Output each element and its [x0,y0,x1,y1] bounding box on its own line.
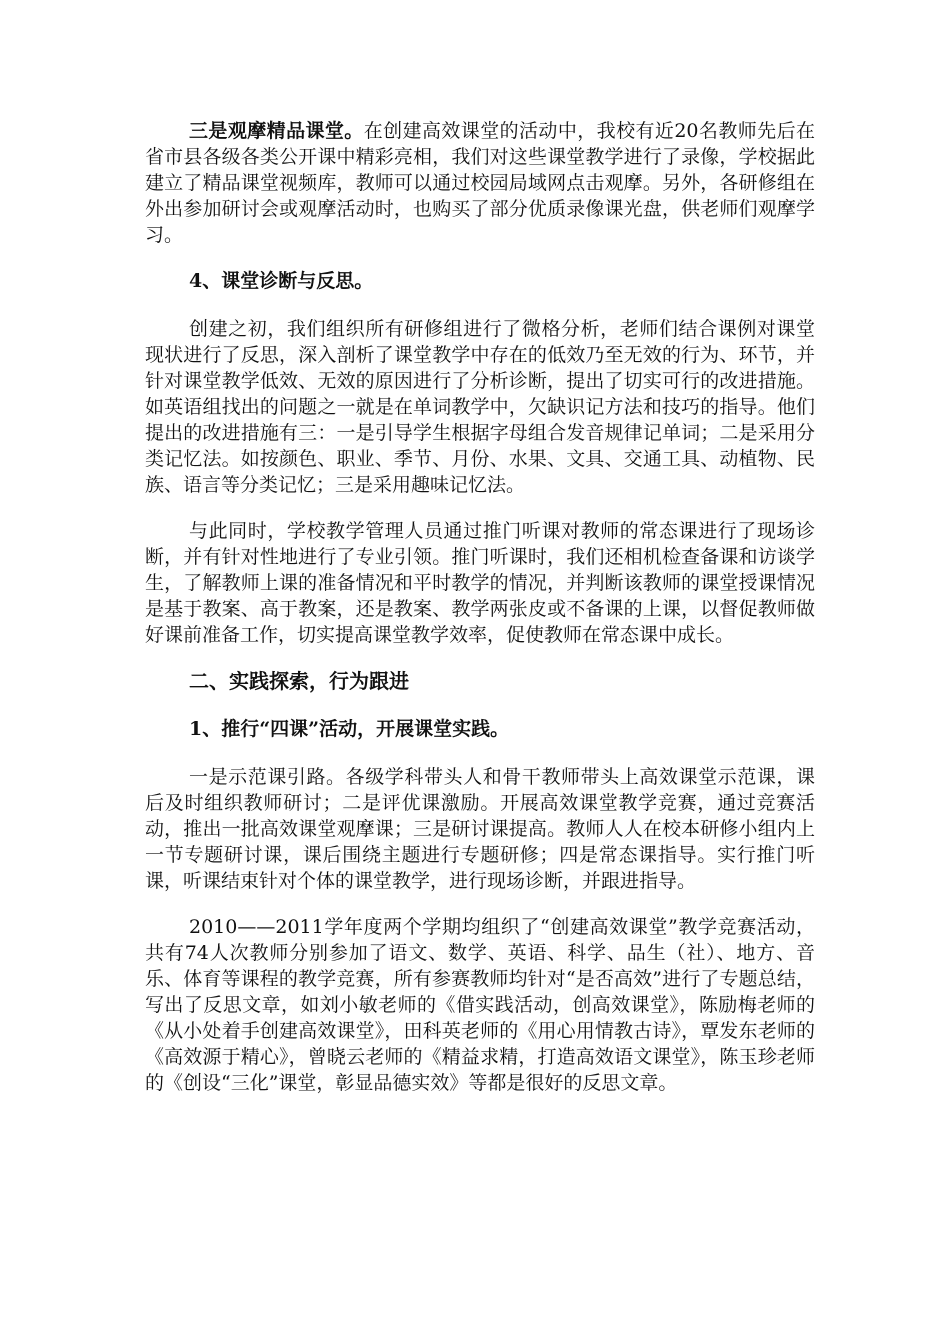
paragraph-drop-in-observation: 与此同时，学校教学管理人员通过推门听课对教师的常态课进行了现场诊断，并有针对性地进行了专业引领。推门听课时，我们还相机检查备课和访谈学生，了解教师上课的准备情况和平时教学的情况，并判断该教师的课堂授课情况是基于教案、高于教案，还是教案、教学两张皮或不备课的上课，以督促教师做好课前准备工作，切实提高课堂教学效率，促使教师在常态课中成长。 [145,520,815,646]
heading-diagnosis-reflection: 4、课堂诊断与反思。 [189,270,374,292]
heading-four-lessons: 1、推行“四课”活动，开展课堂实践。 [189,718,510,740]
paragraph-micro-analysis: 创建之初，我们组织所有研修组进行了微格分析，老师们结合课例对课堂现状进行了反思，深入剖析了课堂教学中存在的低效乃至无效的行为、环节，并针对课堂教学低效、无效的原因进行了分析诊断，提出了切实可行的改进措施。如英语组找出的问题之一就是在单词教学中，欠缺识记方法和技巧的指导。他们提出的改进措施有三：一是引导学生根据字母组合发音规律记单词；二是采用分类记忆法。如按颜色、职业、季节、月份、水果、文具、交通工具、动植物、民族、语言等分类记忆；三是采用趣味记忆法。 [145,318,815,496]
document-page [145,118,815,1116]
paragraph-four-lesson-types: 一是示范课引路。各级学科带头人和骨干教师带头上高效课堂示范课，课后及时组织教师研讨；二是评优课激励。开展高效课堂教学竞赛，通过竞赛活动，推出一批高效课堂观摩课；三是研讨课提高。教师人人在校本研修小组内上一节专题研讨课，课后围绕主题进行专题研修；四是常态课指导。实行推门听课，听课结束针对个体的课堂教学，进行现场诊断，并跟进指导。 [145,766,815,892]
paragraph-lead-phrase: 三是观摩精品课堂。 [189,120,364,142]
paragraph-teaching-competition: 2010——2011学年度两个学期均组织了“创建高效课堂”教学竞赛活动，共有74人次教师分别参加了语文、数学、英语、科学、品生（社）、地方、音乐、体育等课程的教学竞赛，所有参赛教师均针对“是否高效”进行了专题总结，写出了反思文章，如刘小敏老师的《借实践活动，创高效课堂》，陈励梅老师的《从小处着手创建高效课堂》，田科英老师的《用心用情教古诗》，覃发东老师的《高效源于精心》，曾晓云老师的《精益求精，打造高效语文课堂》，陈玉珍老师的《创设“三化”课堂，彰显品德实效》等都是很好的反思文章。 [145,916,815,1094]
paragraph-observe-lessons [145,118,815,248]
paragraph-body: 在创建高效课堂的活动中，我校有近20名教师先后在省市县各级各类公开课中精彩亮相，我们对这些课堂教学进行了录像，学校据此建立了精品课堂视频库，教师可以通过校园局域网点击观摩。另外，各研修组在外出参加研讨会或观摩活动时，也购买了部分优质录像课光盘，供老师们观摩学习。 [145,120,815,246]
heading-practice-exploration: 二、实践探索，行为跟进 [189,669,409,693]
